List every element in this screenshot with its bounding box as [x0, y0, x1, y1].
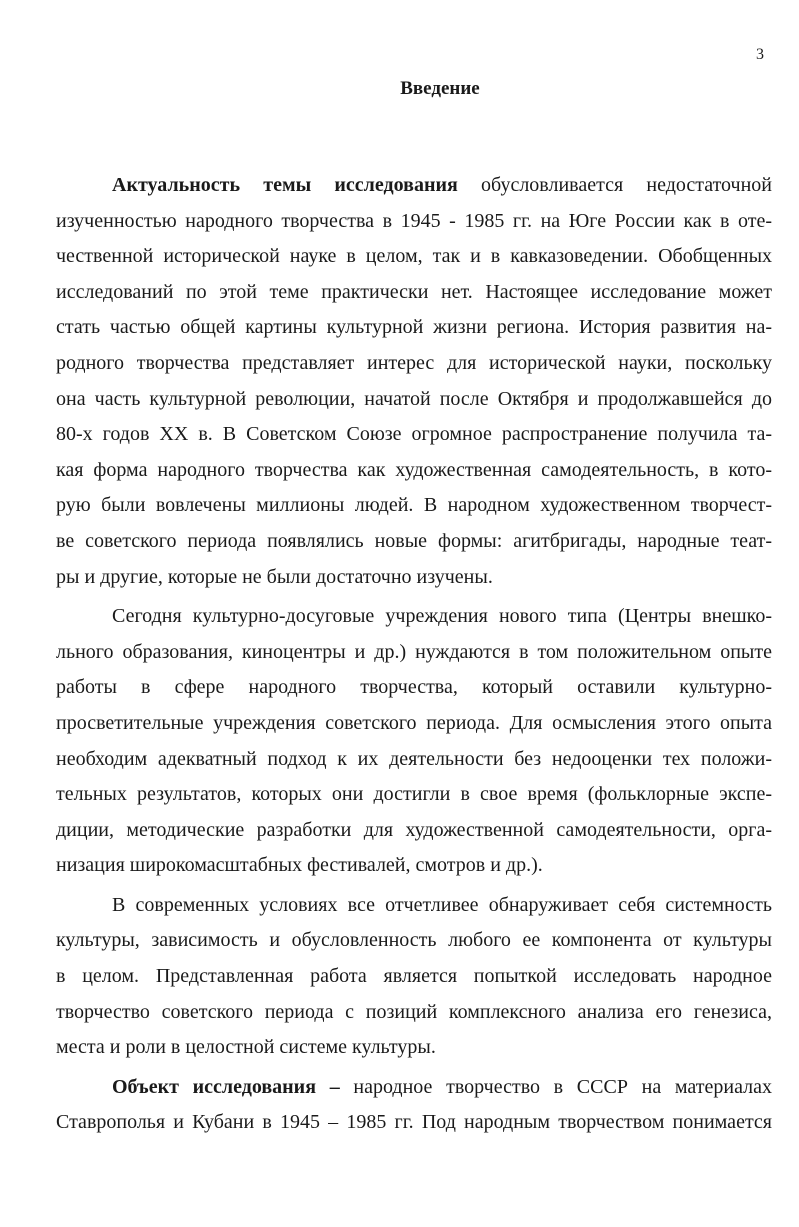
line-text: низация широкомасштабных фестивалей, смотров и др.).	[56, 854, 543, 877]
text-line	[56, 346, 772, 382]
text-line	[56, 777, 772, 813]
line-text: изученностью народного творчества в 1945 - 1985 гг. на Юге России как в оте-	[56, 209, 772, 232]
text-line	[56, 488, 772, 524]
text-line	[56, 923, 772, 959]
line-text: рую были вовлечены миллионы людей. В народном художественном творчест-	[56, 494, 772, 517]
line-text: тельных результатов, которых они достигли в свое время (фольклорные экспе-	[56, 783, 772, 806]
line-text: в целом. Представленная работа является попыткой исследовать народное	[56, 965, 772, 988]
text-line	[56, 888, 772, 924]
line-text: необходим адекватный подход к их деятельности без недооценки тех положи-	[56, 747, 772, 770]
page-number: 3	[756, 46, 764, 63]
document-body	[56, 168, 772, 1141]
text-line	[56, 848, 772, 884]
line-text: работы в сфере народного творчества, который оставили культурно-	[56, 676, 772, 699]
page-title: Введение	[400, 78, 480, 99]
text-line	[56, 524, 772, 560]
line-text: обусловливается недостаточной	[457, 174, 772, 196]
text-line	[56, 275, 772, 311]
line-text: ве советского периода появлялись новые формы: агитбригады, народные теат-	[56, 529, 772, 552]
paragraph	[56, 1070, 772, 1141]
text-line	[56, 742, 772, 778]
line-text: народное творчество в СССР на материалах	[339, 1075, 772, 1098]
text-line	[56, 995, 772, 1031]
text-line	[56, 599, 772, 635]
line-text: исследований по этой теме практически нет. Настоящее исследование может	[56, 280, 772, 303]
line-text: просветительные учреждения советского периода. Для осмысления этого опыта	[56, 711, 772, 734]
line-text: она часть культурной революции, начатой после Октября и продолжавшейся до	[56, 387, 772, 410]
line-text: родного творчества представляет интерес для исторической науки, поскольку	[56, 351, 772, 374]
text-line	[56, 560, 772, 596]
text-line	[56, 453, 772, 489]
text-line	[56, 813, 772, 849]
text-line	[56, 168, 772, 204]
text-line	[56, 959, 772, 995]
text-line	[56, 670, 772, 706]
line-text: творчество советского периода с позиций комплексного анализа его генезиса,	[56, 1000, 772, 1023]
text-line	[56, 417, 772, 453]
line-text: ры и другие, которые не были достаточно изучены.	[56, 565, 493, 588]
text-line	[56, 204, 772, 240]
text-line	[56, 1070, 772, 1106]
line-text: Ставрополья и Кубани в 1945 – 1985 гг. Под народным творчеством понимается	[56, 1111, 772, 1134]
text-line	[56, 1105, 772, 1141]
text-line	[56, 239, 772, 275]
line-text: В современных условиях все отчетливее обнаруживает себя системность	[112, 893, 772, 916]
text-line	[56, 310, 772, 346]
line-text: места и роли в целостной системе культуры.	[56, 1036, 436, 1059]
bold-term: Актуальность темы исследования	[112, 174, 458, 196]
bold-term: Объект исследования –	[112, 1075, 340, 1098]
paragraph	[56, 599, 772, 884]
line-text: диции, методические разработки для художественной самодеятельности, орга-	[56, 818, 772, 841]
text-line	[56, 706, 772, 742]
line-text: кая форма народного творчества как художественная самодеятельность, в кото-	[56, 458, 772, 481]
paragraph	[56, 168, 772, 595]
text-line	[56, 382, 772, 418]
line-text: культуры, зависимость и обусловленность любого ее компонента от культуры	[56, 929, 772, 952]
paragraph	[56, 888, 772, 1066]
line-text: льного образования, киноцентры и др.) нуждаются в том положительном опыте	[56, 640, 772, 663]
text-line	[56, 1030, 772, 1066]
line-text: Сегодня культурно-досуговые учреждения нового типа (Центры внешко-	[112, 605, 772, 628]
line-text: чественной исторической науке в целом, так и в кавказоведении. Обобщенных	[56, 245, 772, 268]
text-line	[56, 635, 772, 671]
line-text: 80-х годов XX в. В Советском Союзе огромное распространение получила та-	[56, 423, 772, 446]
line-text: стать частью общей картины культурной жизни региона. История развития на-	[56, 316, 772, 339]
